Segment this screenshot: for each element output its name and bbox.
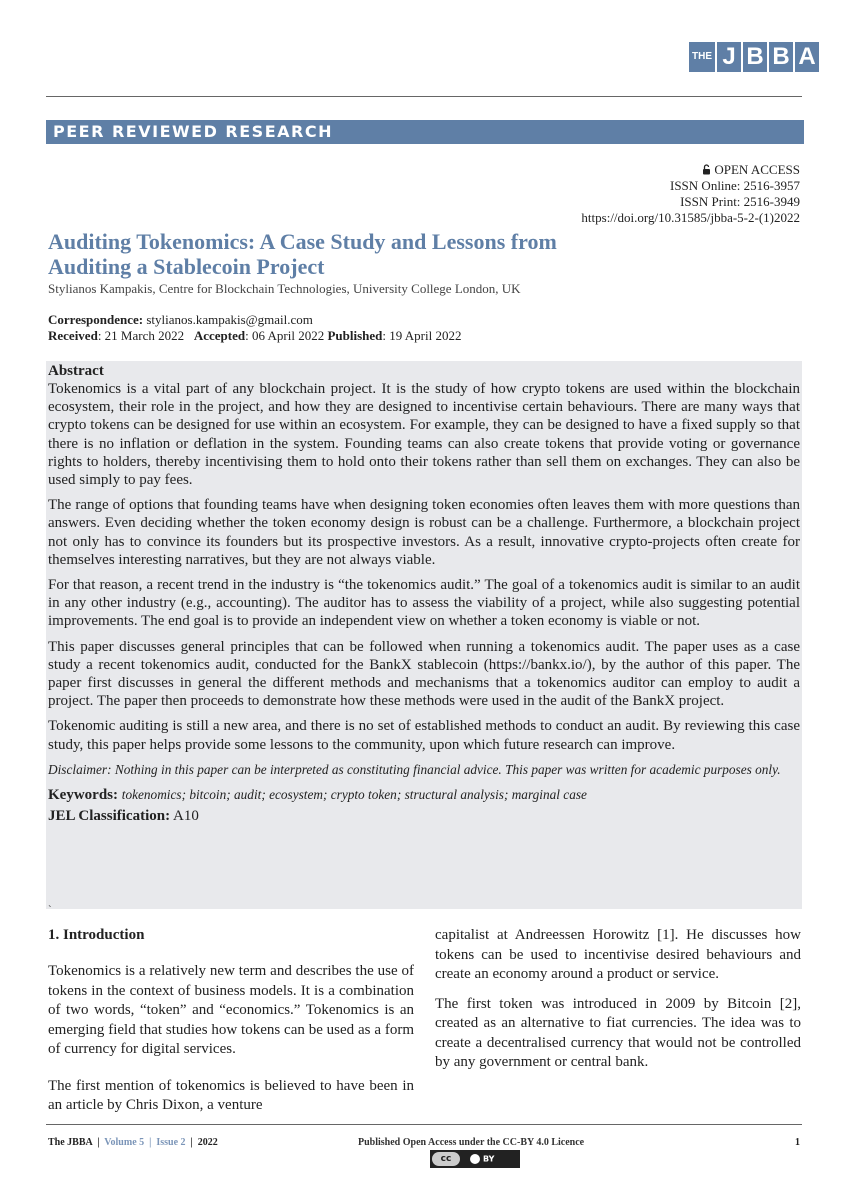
footer-citation: The JBBA | Volume 5 | Issue 2 | 2022 (48, 1137, 218, 1148)
logo-letter: B (743, 42, 767, 72)
logo-letter: A (795, 42, 819, 72)
article-meta (581, 162, 800, 226)
jel-code: A10 (173, 808, 199, 825)
correspondence-label: Correspondence: (48, 312, 144, 327)
keywords-list: tokenomics; bitcoin; audit; ecosystem; crypto token; structural analysis; marginal case (121, 787, 587, 803)
page-number: 1 (795, 1137, 800, 1148)
disclaimer: Disclaimer: Nothing in this paper can be interpreted as constituting financial advice. This paper was written for academic purposes only. (48, 761, 781, 777)
abstract-section (48, 362, 800, 825)
dates-line (48, 328, 461, 344)
jel-label: JEL Classification: (48, 808, 171, 825)
logo-the: THE (689, 42, 715, 72)
received-label: Received (48, 328, 98, 343)
footer-journal: The JBBA (48, 1137, 93, 1148)
cc-icon: cc (432, 1152, 460, 1166)
stray-mark: ` (48, 904, 52, 916)
footer-issue: Issue 2 (156, 1137, 186, 1148)
doi-link[interactable]: https://doi.org/10.31585/jbba-5-2-(1)2022 (581, 210, 800, 225)
abstract-paragraph: For that reason, a recent trend in the industry is “the tokenomics audit.” The goal of a tokenomics audit is similar to an audit in any other industry (e.g., accounting). The auditor has to assess the viability of a project, while also suggesting potential improvements. The end goal is to provide an independent view on whether a token economy is viable or not. (48, 577, 800, 630)
footer-divider (46, 1124, 802, 1125)
accepted-label: Accepted (193, 328, 246, 343)
journal-logo (689, 42, 819, 72)
body-paragraph: The first token was introduced in 2009 by Bitcoin [2], created as an alternative to fiat currencies. The idea was to create a decentralised currency that would not be controlled by any government or central bank. (435, 995, 801, 1070)
abstract-paragraph: Tokenomic auditing is still a new area, and there is no set of established methods to conduct an audit. By reviewing this case study, this paper helps provide some lessons to the community, upon which future research can improve. (48, 718, 800, 753)
footer-licence: Published Open Access under the CC-BY 4.0 Licence (358, 1137, 585, 1148)
footer-volume: Volume 5 (104, 1137, 145, 1148)
body-column-left (48, 926, 414, 1133)
section-banner: PEER REVIEWED RESEARCH (46, 120, 804, 144)
abstract-paragraph: The range of options that founding teams have when designing token economies often leaves them with more questions than answers. Even deciding whether the token economy design is robust can be a challenge. Furthermore, a blockchain project not only has to convince its founders but its prospective investors. As a result, innovative crypto-projects often create for themselves interesting narratives, but they are not always viable. (48, 497, 800, 568)
abstract-paragraph: Tokenomics is a vital part of any blockchain project. It is the study of how crypto tokens are used within the blockchain ecosystem, their role in the project, and how they are designed to incentivise certain behaviours. There are many ways that crypto tokens can be designed for use within an ecosystem. For example, they can be designed to have a fixed supply so that there is no inflation or deflation in the system. Founding teams can also create tokens that provide voting or governance rights to holders, thereby incentivising them to hold onto their tokens rather than sell them on exchanges. They can also be used simply to pay fees. (48, 381, 800, 489)
received-date: : 21 March 2022 (97, 328, 185, 343)
issn-print: ISSN Print: 2516-3949 (680, 194, 800, 209)
issn-online: ISSN Online: 2516-3957 (670, 178, 800, 193)
correspondence-block (48, 312, 461, 344)
cc-by-badge (430, 1150, 520, 1168)
open-access-label: OPEN ACCESS (714, 162, 800, 177)
abstract-paragraph: This paper discusses general principles that can be followed when running a tokenomics audit. The paper uses as a case study a recent tokenomics audit, conducted for the BankX stablecoin (https://bankx.io/), by the author of this paper. The paper first discusses in general the different methods and mechanisms that a tokenomics auditor can employ to audit a project. The paper then proceeds to demonstrate how these methods were used in the audit of the BankX project. (48, 638, 800, 710)
body-paragraph: Tokenomics is a relatively new term and describes the use of tokens in the context of business models. It is a combination of two words, “token” and “economics.” Tokenomics is an emerging field that studies how tokens can be used as a form of currency for digital services. (48, 963, 414, 1057)
header-divider (46, 96, 802, 97)
accepted-date: : 06 April 2022 (245, 328, 325, 343)
paper-title: Auditing Tokenomics: A Case Study and Lessons from Auditing a Stablecoin Project (48, 229, 557, 279)
published-date: : 19 April 2022 (382, 328, 462, 343)
body-paragraph: capitalist at Andreessen Horowitz [1]. He discusses how tokens can be used to incentivise desired behaviours and create an economy around a product or service. (435, 927, 801, 982)
section-heading: 1. Introduction (48, 927, 145, 943)
logo-letter: B (769, 42, 793, 72)
jel-line (48, 807, 800, 825)
correspondence-email[interactable]: stylianos.kampakis@gmail.com (146, 312, 313, 327)
body-paragraph: The first mention of tokenomics is believed to have been in an article by Chris Dixon, a venture (48, 1077, 414, 1113)
keywords-line (48, 786, 800, 804)
open-access-line (581, 162, 800, 178)
footer-year: 2022 (197, 1137, 218, 1148)
published-label: Published (327, 328, 383, 343)
by-icon: BY (460, 1154, 519, 1164)
keywords-label: Keywords: (48, 787, 118, 804)
abstract-heading: Abstract (48, 363, 104, 379)
logo-letter: J (717, 42, 741, 72)
body-column-right (435, 926, 801, 1083)
author-line: Stylianos Kampakis, Centre for Blockchain Technologies, University College London, UK (48, 281, 521, 296)
open-lock-icon (702, 164, 711, 175)
